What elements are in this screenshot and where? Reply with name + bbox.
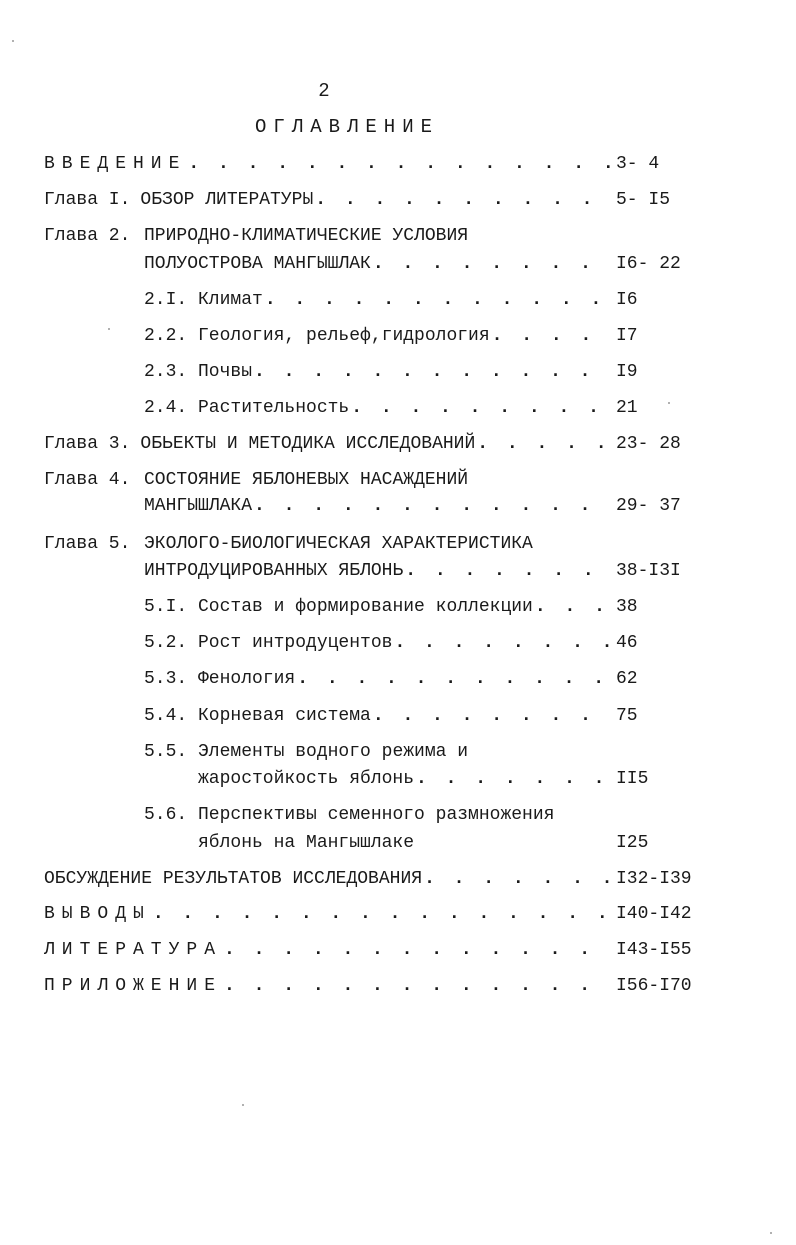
toc-entry-pages: I56-I70 <box>616 976 692 996</box>
toc-entry-5-3 <box>144 667 694 691</box>
toc-entry-pages: I9 <box>616 362 638 382</box>
toc-entry-label-cont: МАНГЫШЛАКА <box>144 496 253 516</box>
toc-entry-literature <box>44 938 694 962</box>
toc-entry-intro <box>44 152 694 176</box>
toc-entry-pages: 5- I5 <box>616 190 671 210</box>
dot-leader <box>351 396 610 420</box>
toc-entry-pages: 3- 4 <box>616 154 660 174</box>
toc-entry-label: ПРИРОДНО-КЛИМАТИЧЕСКИЕ УСЛОВИЯ <box>144 226 469 246</box>
toc-entry-chapter-1 <box>44 188 694 212</box>
toc-entry-label: 2.4. Растительность <box>144 398 350 418</box>
dot-leader <box>492 324 610 348</box>
toc-entry-label-cont: яблонь на Мангышлаке <box>198 833 415 853</box>
dot-leader <box>188 152 610 176</box>
dot-leader <box>265 288 610 312</box>
toc-entry-label: 2.I. Климат <box>144 290 263 310</box>
toc-entry-chapter-4 <box>144 494 694 518</box>
toc-entry-chapter-5 <box>144 559 694 583</box>
dot-leader <box>477 432 610 456</box>
scan-speck <box>108 328 110 330</box>
toc-entry-pages: 75 <box>616 706 638 726</box>
toc-entry-label: ПРИЛОЖЕНИЕ <box>44 976 223 996</box>
scan-speck <box>770 1232 772 1234</box>
toc-entry-5-1 <box>144 595 694 619</box>
toc-entry-5-4 <box>144 704 694 728</box>
dot-leader <box>224 974 610 998</box>
chapter-prefix: Глава I. <box>44 190 131 210</box>
page-number: 2 <box>318 80 330 102</box>
dot-leader <box>315 188 610 212</box>
toc-entry-pages: I32-I39 <box>616 869 692 889</box>
toc-entry-pages: I6 <box>616 290 638 310</box>
toc-entry-pages: 29- 37 <box>616 496 681 516</box>
toc-entry-label: ЭКОЛОГО-БИОЛОГИЧЕСКАЯ ХАРАКТЕРИСТИКА <box>144 534 533 554</box>
dot-leader <box>373 252 610 276</box>
toc-entry-label: ВЫВОДЫ <box>44 904 151 924</box>
toc-entry-pages: 46 <box>616 633 638 653</box>
scan-speck <box>12 40 14 42</box>
dot-leader <box>394 631 610 655</box>
toc-entry-label: 5.4. Корневая система <box>144 706 371 726</box>
dot-leader <box>153 902 610 926</box>
toc-entry-pages: I40-I42 <box>616 904 692 924</box>
toc-entry-appendix <box>44 974 694 998</box>
toc-entry-2-2 <box>144 324 694 348</box>
toc-entry-pages: II5 <box>616 769 649 789</box>
toc-entry-pages: I6- 22 <box>616 254 681 274</box>
toc-entry-label: ОБСУЖДЕНИЕ РЕЗУЛЬТАТОВ ИССЛЕДОВАНИЯ <box>44 869 423 889</box>
chapter-prefix: Глава 5. <box>44 534 131 554</box>
toc-heading: ОГЛАВЛЕНИЕ <box>254 116 440 138</box>
toc-entry-pages: 21 <box>616 398 638 418</box>
dot-leader <box>373 704 610 728</box>
toc-entry-label: 2.2. Геология, рельеф,гидрология <box>144 326 490 346</box>
dot-leader <box>254 360 610 384</box>
toc-entry-pages: 38-I3I <box>616 561 681 581</box>
toc-entry-label: 5.2. Рост интродуцентов <box>144 633 393 653</box>
dot-leader <box>416 767 610 791</box>
toc-entry-pages: 23- 28 <box>616 434 681 454</box>
chapter-prefix: Глава 2. <box>44 226 131 246</box>
toc-entry-pages: I43-I55 <box>616 940 692 960</box>
dot-leader <box>424 867 610 891</box>
toc-entry-conclusions <box>44 902 694 926</box>
toc-entry-label: 5.6. Перспективы семенного размножения <box>144 805 555 825</box>
dot-leader <box>297 667 610 691</box>
toc-entry-pages: I25 <box>616 833 649 853</box>
toc-entry-label: ВВЕДЕНИЕ <box>44 154 187 174</box>
scan-speck <box>242 1104 244 1106</box>
toc-entry-5-2 <box>144 631 694 655</box>
dot-leader <box>254 494 610 518</box>
toc-entry-discussion <box>44 867 694 891</box>
toc-entry-label-cont: жаростойкость яблонь <box>198 769 415 789</box>
toc-entry-label: 2.3. Почвы <box>144 362 253 382</box>
toc-entry-label: СОСТОЯНИЕ ЯБЛОНЕВЫХ НАСАЖДЕНИЙ <box>144 470 469 490</box>
toc-entry-label: ОБЗОР ЛИТЕРАТУРЫ <box>140 190 314 210</box>
toc-entry-pages: 38 <box>616 597 638 617</box>
dot-leader <box>224 938 610 962</box>
toc-entry-2-1 <box>144 288 694 312</box>
dot-leader <box>535 595 610 619</box>
dot-leader <box>405 559 610 583</box>
toc-entry-label: ЛИТЕРАТУРА <box>44 940 223 960</box>
toc-entry-label: 5.3. Фенология <box>144 669 296 689</box>
toc-entry-pages: I7 <box>616 326 638 346</box>
toc-entry-label: 5.5. Элементы водного режима и <box>144 742 469 762</box>
toc-entry-pages: 62 <box>616 669 638 689</box>
scan-speck <box>668 402 670 404</box>
toc-entry-label-cont: ИНТРОДУЦИРОВАННЫХ ЯБЛОНЬ <box>144 561 404 581</box>
chapter-prefix: Глава 3. <box>44 434 131 454</box>
toc-entry-label: ОБЬЕКТЫ И МЕТОДИКА ИССЛЕДОВАНИЙ <box>140 434 476 454</box>
toc-entry-chapter-3 <box>44 432 694 456</box>
toc-entry-chapter-2 <box>144 252 694 276</box>
chapter-prefix: Глава 4. <box>44 470 131 490</box>
toc-entry-5-5 <box>198 767 694 791</box>
toc-entry-label: 5.I. Состав и формирование коллекции <box>144 597 533 617</box>
toc-entry-2-4 <box>144 396 694 420</box>
toc-entry-label-cont: ПОЛУОСТРОВА МАНГЫШЛАК <box>144 254 371 274</box>
toc-entry-2-3 <box>144 360 694 384</box>
